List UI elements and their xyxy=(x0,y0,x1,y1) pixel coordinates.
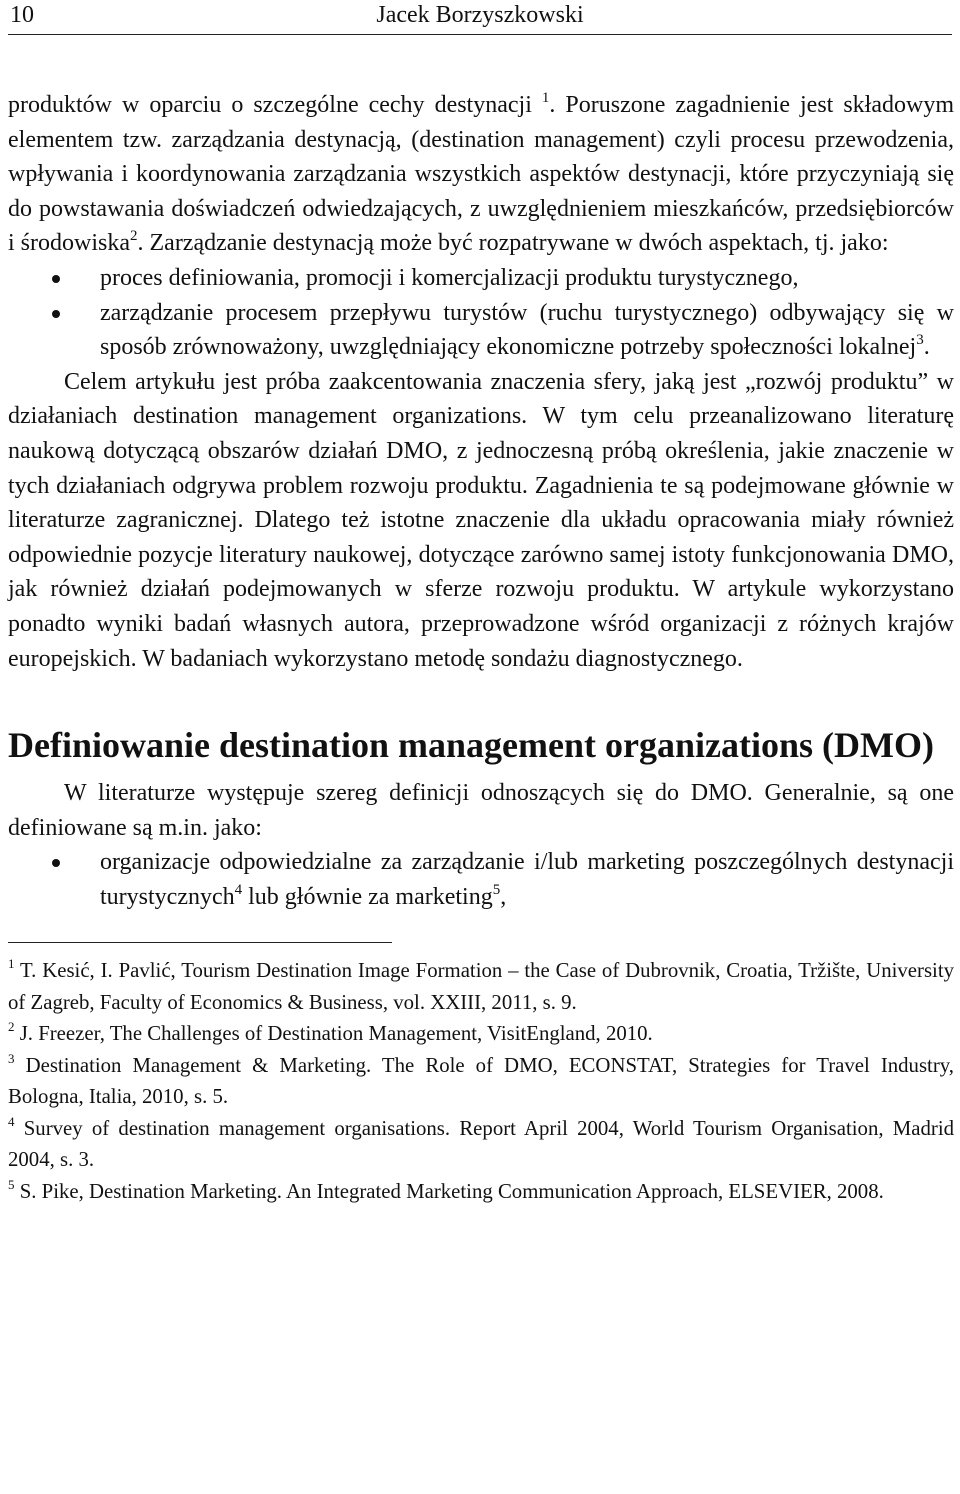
list-item: zarządzanie procesem przepływu turystów (ruchu turystycznego) odbywający się w sposób zrównoważony, uwzględniający ekonomiczne potrzeby społeczności lokalnej$^3$. xyxy=(8,296,954,365)
section-heading: Definiowanie destination management organizations (DMO) xyxy=(8,725,934,766)
intro-paragraph: produktów w oparciu o szczególne cechy destynacji $^1$. Poruszone zagadnienie jest składowym elementem tzw. zarządzania destynacją, (destination management) czyli procesu przewodzenia, wpływania i koordynowania zarządzania wszystkich aspektów destynacji, które przyczyniają się do powstawania doświadczeń odwiedzających, z uwzględnieniem mieszkańców, przedsiębiorców i środowiska$^2$. Zarządzanie destynacją może być rozpatrywane w dwóch aspektach, tj. jako: xyxy=(8,90,954,257)
section-paragraph: W literaturze występuje szereg definicji odnoszących się do DMO. Generalnie, są one definiowane są m.in. jako: xyxy=(8,780,954,841)
list-item: proces definiowania, promocji i komercjalizacji produktu turystycznego, xyxy=(8,261,954,296)
page-body xyxy=(8,88,954,1207)
page-number: 10 xyxy=(10,2,34,28)
bullet-icon xyxy=(52,310,60,318)
footnote-ref-5: 5 xyxy=(492,881,501,898)
footnotes xyxy=(8,955,954,1207)
definitions-list xyxy=(8,845,954,914)
footnote-ref-1: 1 xyxy=(541,90,550,106)
footnote-ref-3: 3 xyxy=(916,332,924,349)
running-header xyxy=(8,0,952,35)
footnote-ref-4: 4 xyxy=(234,881,243,898)
footnote-ref-2: 2 xyxy=(130,228,138,245)
running-author: Jacek Borzyszkowski xyxy=(376,2,584,28)
bullet-icon xyxy=(52,275,60,283)
footnote-separator xyxy=(8,942,392,943)
bullet-icon xyxy=(52,859,60,867)
footnote: $^2$ J. Freezer, The Challenges of Destination Management, VisitEngland, 2010. xyxy=(8,1019,653,1046)
aim-paragraph: Celem artykułu jest próba zaakcentowania znaczenia sfery, jaką jest „rozwój produktu” w działaniach destination management organizations. W tym celu przeanalizowano literaturę naukową dotyczącą obszarów działań DMO, z jednoczesną próbą określenia, jakie znaczenie w tych działaniach odgrywa problem rozwoju produktu. Zagadnienia te są podejmowane głównie w literaturze zagranicznej. Dlatego też istotne znaczenie dla układu opracowania miały również odpowiednie pozycje literatury naukowej, dotyczące zarówno samej istoty funkcjonowania DMO, jak również działań podejmowanych w sferze rozwoju produktu. W artykule wykorzystano ponadto wyniki badań własnych autora, przeprowadzone wśród organizacji z różnych krajów europejskich. W badaniach wykorzystano metodę sondażu diagnostycznego. xyxy=(8,368,954,672)
footnote: $^4$ Survey of destination management organisations. Report April 2004, World Tourism Organisation, Madrid 2004, s. 3. xyxy=(8,1113,954,1172)
aspects-list xyxy=(8,261,954,365)
footnote: $^1$ T. Kesić, I. Pavlić, Tourism Destination Image Formation – the Case of Dubrovnik, Croatia, Tržište, University of Zagreb, Faculty of Economics & Business, vol. XXIII, 2011, s. 9. xyxy=(8,956,954,1014)
list-item: organizacje odpowiedzialne za zarządzanie i/lub marketing poszczególnych destynacji turystycznych$^4$ lub głównie za marketing$^5$, xyxy=(8,845,954,914)
footnote: $^3$ Destination Management & Marketing. The Role of DMO, ECONSTAT, Strategies for Travel Industry, Bologna, Italia, 2010, s. 5. xyxy=(8,1050,954,1109)
footnote: $^5$ S. Pike, Destination Marketing. An Integrated Marketing Communication Approach, ELSEVIER, 2008. xyxy=(8,1176,884,1203)
